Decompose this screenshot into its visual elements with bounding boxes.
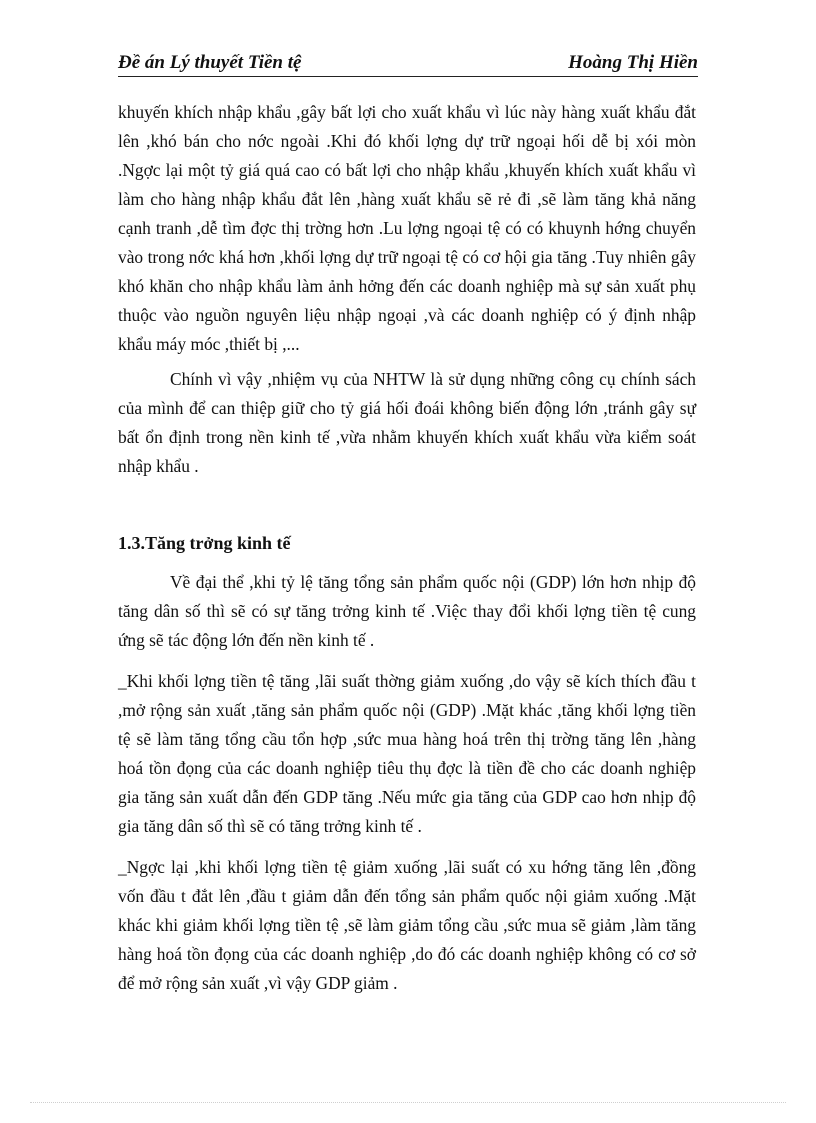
paragraph-central-bank-role: Chính vì vậy ,nhiệm vụ của NHTW là sử dụng những công cụ chính sách của mình để can thiệp giữ cho tỷ giá hối đoái không biến động lớn ,tránh gây sự bất ổn định trong nền kinh tế ,vừa nhằm khuyến khích xuất khẩu vừa kiểm soát nhập khẩu . — [118, 369, 696, 476]
paragraph-money-supply-decrease: _Ngợc lại ,khi khối lợng tiền tệ giảm xuống ,lãi suất có xu hớng tăng lên ,đồng vốn đầu t đắt lên ,đầu t giảm dẫn đến tổng sản phẩm quốc nội giảm xuống .Mặt khác khi giảm khối lợng tiền tệ ,sẽ làm giảm tổng cầu ,sức mua sẽ giảm ,làm tăng hàng hoá tồn đọng của các doanh nghiệp ,do đó các doanh nghiệp không có cơ sở để mở rộng sản xuất ,vì vậy GDP giảm . — [118, 857, 696, 993]
section-heading-economic-growth: 1.3.Tăng trởng kinh tế — [118, 533, 291, 553]
paragraph-exchange-rate-effects: khuyến khích nhập khẩu ,gây bất lợi cho xuất khẩu vì lúc này hàng xuất khẩu đắt lên ,khó bán cho nớc ngoài .Khi đó khối lợng dự trữ ngoại hối dễ bị xói mòn .Ngợc lại một tỷ giá quá cao có bất lợi cho nhập khẩu ,khuyến khích xuất khẩu vì làm cho hàng nhập khẩu đắt lên ,hàng xuất khẩu sẽ rẻ đi ,sẽ làm tăng khả năng cạnh tranh ,dễ tìm đợc thị trờng hơn .Lu lợng ngoại tệ có có khuynh hớng chuyển vào trong nớc khá hơn ,khối lợng dự trữ ngoại tệ có cơ hội gia tăng .Tuy nhiên gây khó khăn cho nhập khẩu làm ảnh hởng đến các doanh nghiệp mà sự sản xuất phụ thuộc vào nguồn nguyên liệu nhập ngoại ,và các doanh nghiệp có ý định nhập khẩu máy móc ,thiết bị ,... — [118, 102, 696, 354]
page-body — [118, 98, 696, 998]
header-author-name: Hoàng Thị Hiền — [568, 52, 698, 73]
paragraph-money-supply-increase: _Khi khối lợng tiền tệ tăng ,lãi suất thờng giảm xuống ,do vậy sẽ kích thích đầu t ,mở rộng sản xuất ,tăng sản phẩm quốc nội (GDP) .Mặt khác ,tăng khối lợng tiền tệ sẽ làm tăng tổng cầu tổn hợp ,sức mua hàng hoá trên thị trờng tăng lên ,hàng hoá tồn đọng của các doanh nghiệp tiêu thụ đợc là tiền đề cho các doanh nghiệp gia tăng sản xuất dẫn đến GDP tăng .Nếu mức gia tăng của GDP cao hơn nhịp độ gia tăng dân số thì sẽ có tăng trởng kinh tế . — [118, 671, 696, 836]
page-bottom-divider — [30, 1102, 786, 1103]
paragraph-growth-definition: Về đại thể ,khi tỷ lệ tăng tổng sản phẩm quốc nội (GDP) lớn hơn nhịp độ tăng dân số thì sẽ có sự tăng trởng kinh tế .Việc thay đổi khối lợng tiền tệ cung ứng sẽ tác động lớn đến nền kinh tế . — [118, 572, 696, 650]
page-header — [118, 52, 698, 77]
header-document-title: Đề án Lý thuyết Tiền tệ — [118, 52, 302, 73]
